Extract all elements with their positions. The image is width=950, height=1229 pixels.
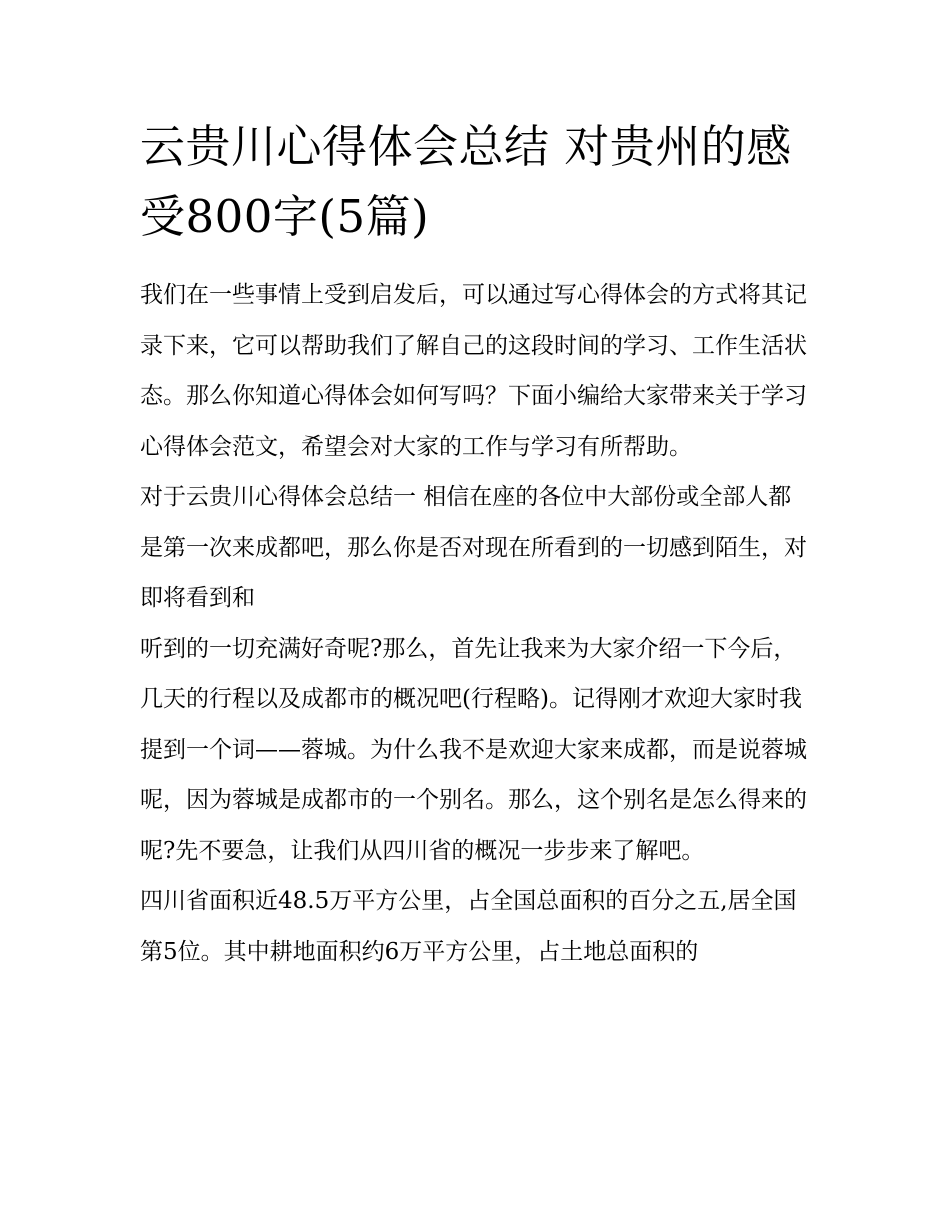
paragraph-section-one: 对于云贵川心得体会总结一 相信在座的各位中大部份或全部人都是第一次来成都吧，那么你是否对现在所看到的一切感到陌生，对即将看到和 <box>140 484 807 611</box>
document-title: 云贵川心得体会总结 对贵州的感受800字(5篇) <box>140 120 792 243</box>
paragraph-chengdu-overview: 听到的一切充满好奇呢?那么，首先让我来为大家介绍一下今后，几天的行程以及成都市的概况吧(行程略)。记得刚才欢迎大家时我提到一个词——蓉城。为什么我不是欢迎大家来成都，而是说蓉城呢，因为蓉城是成都市的一个别名。那么，这个别名是怎么得来的呢?先不要急，让我们从四川省的概况一步步来了解吧。 <box>140 635 807 864</box>
paragraph-sichuan-area: 四川省面积近48.5万平方公里，占全国总面积的百分之五,居全国第5位。其中耕地面积约6万平方公里，占土地总面积的 <box>140 888 797 965</box>
paragraph-intro: 我们在一些事情上受到启发后，可以通过写心得体会的方式将其记录下来，它可以帮助我们了解自己的这段时间的学习、工作生活状态。那么你知道心得体会如何写吗？下面小编给大家带来关于学习心得体会范文，希望会对大家的工作与学习有所帮助。 <box>140 282 807 460</box>
document-page <box>140 112 812 977</box>
